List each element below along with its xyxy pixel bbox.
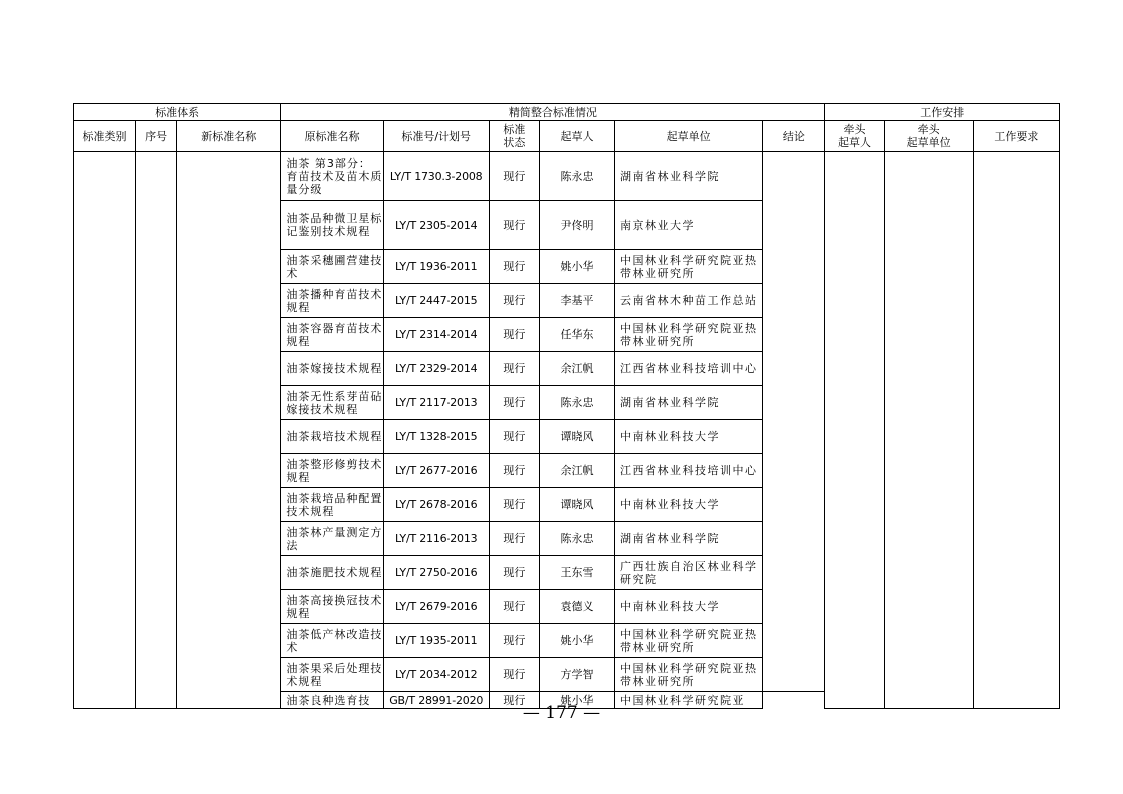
cell-drafting-unit: 中南林业科技大学 [615,590,763,624]
cell-status: 现行 [489,522,539,556]
col-header-lead-drafter: 牵头 起草人 [825,121,884,152]
cell-lead-drafter [825,152,884,709]
cell-standard-code: LY/T 2679-2016 [383,590,489,624]
cell-drafter: 王东雪 [539,556,614,590]
cell-status: 现行 [489,420,539,454]
cell-original-name: 油茶栽培技术规程 [281,420,383,454]
col-header-original-name: 原标准名称 [281,121,383,152]
cell-drafting-unit: 江西省林业科技培训中心 [615,454,763,488]
cell-drafting-unit: 湖南省林业科学院 [615,386,763,420]
cell-original-name: 油茶果采后处理技术规程 [281,658,383,692]
cell-requirements [973,152,1059,709]
cell-drafter: 余江帆 [539,352,614,386]
cell-original-name: 油茶嫁接技术规程 [281,352,383,386]
page-number: — 177 — [522,703,601,723]
cell-drafting-unit: 中国林业科学研究院亚热带林业研究所 [615,318,763,352]
cell-standard-code: LY/T 2305-2014 [383,201,489,250]
cell-standard-code: GB/T 28991-2020 [383,692,489,709]
cell-standard-code: LY/T 2677-2016 [383,454,489,488]
cell-drafter: 尹佟明 [539,201,614,250]
cell-original-name: 油茶低产林改造技术 [281,624,383,658]
cell-original-name: 油茶高接换冠技术规程 [281,590,383,624]
cell-drafting-unit: 湖南省林业科学院 [615,152,763,201]
cell-original-name: 油茶播种育苗技术规程 [281,284,383,318]
cell-original-name: 油茶整形修剪技术规程 [281,454,383,488]
cell-original-name: 油茶容器育苗技术规程 [281,318,383,352]
col-header-conclusion: 结论 [763,121,825,152]
cell-standard-code: LY/T 2117-2013 [383,386,489,420]
cell-status: 现行 [489,284,539,318]
cell-status: 现行 [489,488,539,522]
cell-category [74,152,136,709]
cell-drafting-unit: 中国林业科学研究院亚热带林业研究所 [615,624,763,658]
col-header-category: 标准类别 [74,121,136,152]
cell-drafter: 任华东 [539,318,614,352]
cell-new-name [177,152,281,709]
col-header-index: 序号 [136,121,177,152]
cell-original-name: 油茶采穗圃营建技术 [281,250,383,284]
cell-drafting-unit: 中国林业科学研究院亚 [615,692,763,709]
cell-drafting-unit: 江西省林业科技培训中心 [615,352,763,386]
cell-drafting-unit: 广西壮族自治区林业科学研究院 [615,556,763,590]
cell-standard-code: LY/T 1935-2011 [383,624,489,658]
cell-standard-code: LY/T 1730.3-2008 [383,152,489,201]
cell-drafting-unit: 湖南省林业科学院 [615,522,763,556]
col-header-status: 标准 状态 [489,121,539,152]
cell-status: 现行 [489,454,539,488]
cell-status: 现行 [489,201,539,250]
cell-drafter: 姚小华 [539,624,614,658]
standards-table [73,103,1060,709]
col-header-drafting-unit: 起草单位 [615,121,763,152]
col-header-requirements: 工作要求 [973,121,1059,152]
cell-original-name: 油茶林产量测定方法 [281,522,383,556]
cell-drafter: 余江帆 [539,454,614,488]
cell-drafting-unit: 南京林业大学 [615,201,763,250]
cell-original-name: 油茶栽培品种配置技术规程 [281,488,383,522]
cell-original-name: 油茶 第3部分：育苗技术及苗木质量分级 [281,152,383,201]
cell-standard-code: LY/T 2314-2014 [383,318,489,352]
cell-drafter: 李基平 [539,284,614,318]
cell-drafting-unit: 中国林业科学研究院亚热带林业研究所 [615,250,763,284]
cell-original-name: 油茶品种微卫星标记鉴别技术规程 [281,201,383,250]
cell-drafter: 谭晓风 [539,420,614,454]
cell-lead-unit [884,152,973,709]
table-row [74,152,1060,201]
group-header-row [74,104,1060,121]
cell-drafting-unit: 中南林业科技大学 [615,420,763,454]
cell-status: 现行 [489,658,539,692]
cell-standard-code: LY/T 2034-2012 [383,658,489,692]
cell-standard-code: LY/T 2750-2016 [383,556,489,590]
cell-drafting-unit: 中南林业科技大学 [615,488,763,522]
cell-drafting-unit: 中国林业科学研究院亚热带林业研究所 [615,658,763,692]
cell-drafter: 姚小华 [539,250,614,284]
cell-drafter: 谭晓风 [539,488,614,522]
cell-drafting-unit: 云南省林木种苗工作总站 [615,284,763,318]
cell-drafter: 姚小华 [539,692,614,709]
cell-status: 现行 [489,590,539,624]
cell-conclusion [763,152,825,692]
cell-status: 现行 [489,152,539,201]
cell-drafter: 方学智 [539,658,614,692]
cell-drafter: 陈永忠 [539,522,614,556]
cell-standard-code: LY/T 2447-2015 [383,284,489,318]
cell-status: 现行 [489,352,539,386]
cell-original-name: 油茶良种选育技 [281,692,383,709]
cell-status: 现行 [489,250,539,284]
cell-original-name: 油茶施肥技术规程 [281,556,383,590]
cell-status: 现行 [489,556,539,590]
column-header-row [74,121,1060,152]
cell-index [136,152,177,709]
cell-status: 现行 [489,318,539,352]
cell-status: 现行 [489,386,539,420]
col-header-lead-unit: 牵头 起草单位 [884,121,973,152]
cell-standard-code: LY/T 2329-2014 [383,352,489,386]
col-header-standard-code: 标准号/计划号 [383,121,489,152]
cell-standard-code: LY/T 1936-2011 [383,250,489,284]
cell-status: 现行 [489,624,539,658]
cell-standard-code: LY/T 1328-2015 [383,420,489,454]
cell-drafter: 陈永忠 [539,386,614,420]
group-header-standard-system: 标准体系 [74,104,281,121]
col-header-drafter: 起草人 [539,121,614,152]
group-header-streamlined-standards: 精简整合标准情况 [281,104,825,121]
col-header-new-name: 新标准名称 [177,121,281,152]
cell-standard-code: LY/T 2678-2016 [383,488,489,522]
group-header-work-arrangement: 工作安排 [825,104,1060,121]
cell-drafter: 袁德义 [539,590,614,624]
cell-standard-code: LY/T 2116-2013 [383,522,489,556]
cell-original-name: 油茶无性系芽苗砧嫁接技术规程 [281,386,383,420]
cell-drafter: 陈永忠 [539,152,614,201]
cell-status: 现行 [489,692,539,709]
